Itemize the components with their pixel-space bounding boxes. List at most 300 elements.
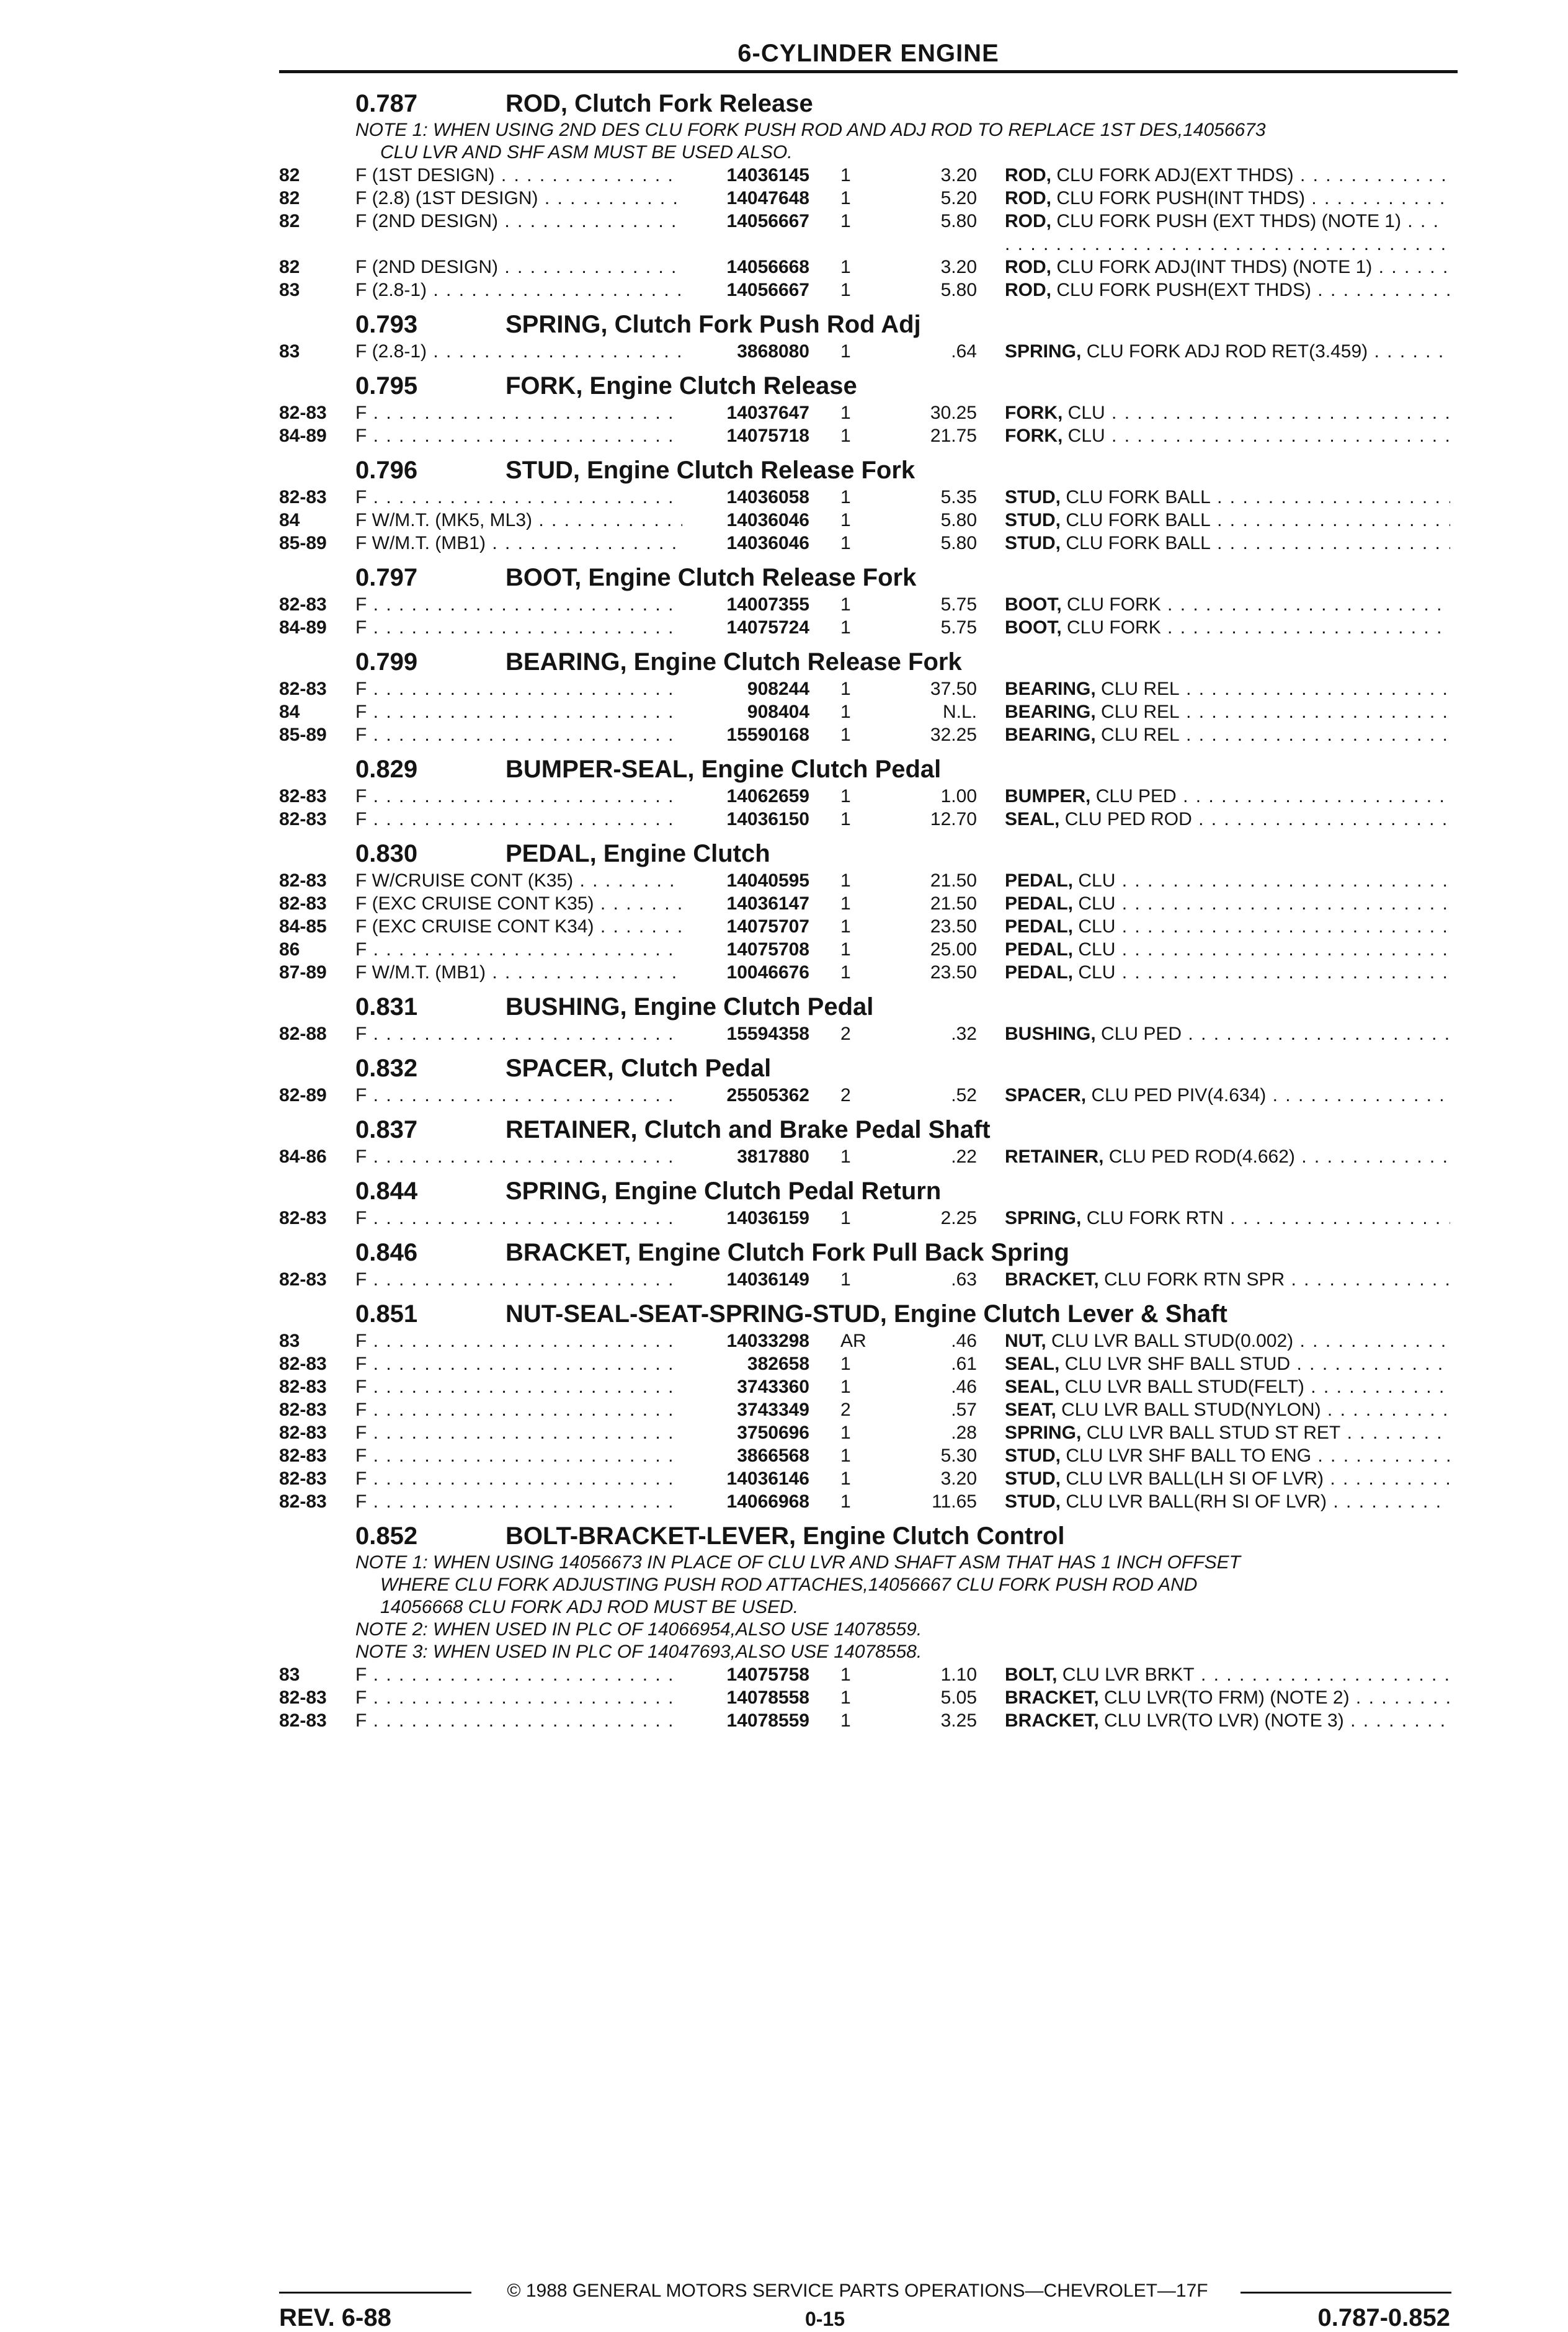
source-code: F W/M.T. (MK5, ML3) . . .: [355, 509, 682, 532]
part-description: [1005, 279, 1450, 302]
part-name: STUD,: [1005, 487, 1061, 507]
model-year: 87-89: [279, 962, 327, 983]
part-detail: CLU PED: [1101, 1024, 1182, 1044]
part-detail: CLU FORK PUSH(INT THDS): [1056, 188, 1305, 208]
part-number: 14036046: [726, 533, 809, 553]
part-row: [0, 1467, 1568, 1490]
section-header: [0, 363, 1568, 401]
part-number: 14075718: [726, 426, 809, 446]
part-name: STUD,: [1005, 533, 1061, 553]
part-number: 14056667: [726, 280, 809, 300]
part-description: [1005, 532, 1450, 555]
model-year: 82-89: [279, 1085, 327, 1106]
part-name: BOLT,: [1005, 1664, 1058, 1685]
part-detail: CLU: [1078, 916, 1116, 937]
part-row: [0, 1084, 1568, 1107]
part-description: [1005, 1398, 1450, 1421]
quantity: 2: [840, 1400, 851, 1420]
price: 3.20: [940, 257, 977, 277]
part-detail: CLU FORK RTN: [1086, 1208, 1224, 1228]
part-detail: CLU: [1067, 403, 1105, 423]
quantity: 1: [840, 510, 851, 530]
part-description: [1005, 961, 1450, 984]
part-detail: CLU FORK ADJ ROD RET(3.459): [1086, 341, 1368, 362]
quantity: 1: [840, 809, 851, 829]
part-detail: CLU FORK RTN SPR: [1104, 1269, 1285, 1290]
part-name: SPRING,: [1005, 341, 1082, 362]
part-description: [1005, 1352, 1450, 1375]
part-row: [0, 1686, 1568, 1709]
source-code: F W/CRUISE CONT (K35) . . .: [355, 869, 682, 892]
model-year: 82: [279, 257, 300, 277]
price: 12.70: [930, 809, 977, 829]
model-year: 82: [279, 188, 300, 208]
quantity: 1: [840, 1710, 851, 1731]
part-name: PEDAL,: [1005, 916, 1074, 937]
part-number: 14040595: [726, 870, 809, 891]
part-number: 14075724: [726, 617, 809, 638]
part-description: [1005, 808, 1450, 831]
part-description: [1005, 164, 1450, 187]
price: .46: [951, 1377, 977, 1397]
part-name: BUSHING,: [1005, 1024, 1096, 1044]
part-description: [1005, 256, 1450, 279]
part-description: [1005, 1268, 1450, 1291]
part-number: 14037647: [726, 403, 809, 423]
part-detail: CLU LVR BALL STUD(0.002): [1051, 1331, 1294, 1351]
price: 5.80: [940, 533, 977, 553]
model-year: 86: [279, 939, 300, 960]
part-name: STUD,: [1005, 510, 1061, 530]
source-code: F . . .: [355, 1444, 682, 1467]
section-note: NOTE 2: WHEN USED IN PLC OF 14066954,ALSO USE 14078559.: [355, 1619, 922, 1640]
part-description: [1005, 210, 1450, 256]
section-number: 0.793: [355, 311, 418, 338]
part-detail: CLU FORK BALL: [1066, 533, 1211, 553]
part-name: FORK,: [1005, 403, 1063, 423]
part-row: [0, 509, 1568, 532]
footer-rule-right: [1241, 2292, 1451, 2294]
quantity: 1: [840, 1468, 851, 1489]
model-year: 82-83: [279, 1423, 327, 1443]
part-detail: CLU LVR BALL STUD(NYLON): [1061, 1400, 1321, 1420]
section-title: PEDAL, Engine Clutch: [506, 840, 770, 867]
price: .52: [951, 1085, 977, 1106]
model-year: 83: [279, 280, 300, 300]
part-name: PEDAL,: [1005, 870, 1074, 891]
model-year: 84-89: [279, 617, 327, 638]
part-detail: CLU REL: [1101, 679, 1180, 699]
part-description: [1005, 1421, 1450, 1444]
section-header: [0, 746, 1568, 785]
quantity: 1: [840, 1491, 851, 1512]
price: .64: [951, 341, 977, 362]
section-header: [0, 447, 1568, 486]
part-row: [0, 486, 1568, 509]
price: .46: [951, 1331, 977, 1351]
part-row: [0, 1444, 1568, 1467]
part-detail: CLU PED PIV(4.634): [1091, 1085, 1267, 1106]
part-detail: CLU LVR(TO LVR) (NOTE 3): [1104, 1710, 1344, 1731]
section-title: BOOT, Engine Clutch Release Fork: [506, 564, 917, 591]
part-description: [1005, 700, 1450, 723]
part-number: 14036145: [726, 165, 809, 185]
part-row: [0, 340, 1568, 363]
part-description: [1005, 677, 1450, 700]
part-name: FORK,: [1005, 426, 1063, 446]
section-number: 0.830: [355, 840, 418, 867]
section-range: 0.787-0.852: [1317, 2304, 1450, 2331]
part-description: [1005, 785, 1450, 808]
section-number: 0.799: [355, 648, 418, 676]
model-year: 84-86: [279, 1146, 327, 1167]
copyright-notice: © 1988 GENERAL MOTORS SERVICE PARTS OPERATIONS—CHEVROLET—17F: [507, 2281, 1208, 2301]
model-year: 82-83: [279, 1400, 327, 1420]
part-row: [0, 616, 1568, 639]
source-code: F . . .: [355, 1398, 682, 1421]
part-description: [1005, 1686, 1450, 1709]
price: 5.05: [940, 1687, 977, 1708]
section-title: BOLT-BRACKET-LEVER, Engine Clutch Control: [506, 1522, 1065, 1550]
section-header: [0, 1168, 1568, 1207]
source-code: F W/M.T. (MB1) . . .: [355, 532, 682, 555]
model-year: 82-83: [279, 1354, 327, 1374]
part-detail: CLU REL: [1101, 702, 1180, 722]
part-description: [1005, 401, 1450, 424]
part-detail: CLU FORK PUSH (EXT THDS) (NOTE 1): [1056, 211, 1401, 231]
model-year: 85-89: [279, 533, 327, 553]
part-detail: CLU: [1078, 893, 1116, 914]
quantity: 1: [840, 341, 851, 362]
source-code: F . . .: [355, 1329, 682, 1352]
parts-list: [0, 81, 1568, 1732]
part-row: [0, 961, 1568, 984]
section-title: BEARING, Engine Clutch Release Fork: [506, 648, 962, 676]
part-number: 14036058: [726, 487, 809, 507]
part-name: STUD,: [1005, 1491, 1061, 1512]
part-row: [0, 532, 1568, 555]
model-year: 82-83: [279, 1710, 327, 1731]
part-number: 14036147: [726, 893, 809, 914]
part-name: ROD,: [1005, 165, 1051, 185]
quantity: 1: [840, 617, 851, 638]
section-number: 0.795: [355, 372, 418, 400]
part-detail: CLU LVR SHF BALL STUD: [1064, 1354, 1291, 1374]
model-year: 84: [279, 510, 300, 530]
part-number: 3750696: [737, 1423, 809, 1443]
source-code: F . . .: [355, 723, 682, 746]
quantity: 1: [840, 1269, 851, 1290]
price: 2.25: [940, 1208, 977, 1228]
part-name: ROD,: [1005, 280, 1051, 300]
part-description: [1005, 1145, 1450, 1168]
part-row: [0, 1663, 1568, 1686]
part-name: ROD,: [1005, 211, 1051, 231]
part-row: [0, 424, 1568, 447]
part-number: 908244: [747, 679, 809, 699]
model-year: 84-85: [279, 916, 327, 937]
source-code: F (2.8) (1ST DESIGN) . . .: [355, 187, 682, 210]
part-number: 10046676: [726, 962, 809, 983]
part-row: [0, 723, 1568, 746]
part-description: [1005, 1490, 1450, 1513]
model-year: 83: [279, 1331, 300, 1351]
section-title: BUSHING, Engine Clutch Pedal: [506, 993, 874, 1021]
source-code: F . . .: [355, 401, 682, 424]
part-row: [0, 1398, 1568, 1421]
price: 3.25: [940, 1710, 977, 1731]
part-detail: CLU FORK: [1067, 594, 1161, 615]
source-code: F (EXC CRUISE CONT K35) . . .: [355, 892, 682, 915]
part-detail: CLU FORK ADJ(EXT THDS): [1056, 165, 1294, 185]
section-title: RETAINER, Clutch and Brake Pedal Shaft: [506, 1116, 991, 1143]
quantity: 1: [840, 403, 851, 423]
quantity: 1: [840, 487, 851, 507]
part-name: STUD,: [1005, 1445, 1061, 1466]
model-year: 82-83: [279, 594, 327, 615]
part-description: [1005, 486, 1450, 509]
quantity: 1: [840, 870, 851, 891]
price: 11.65: [932, 1491, 977, 1512]
price: 3.20: [940, 165, 977, 185]
section-header: [0, 81, 1568, 119]
section-header: [0, 1291, 1568, 1329]
part-row: [0, 401, 1568, 424]
part-description: [1005, 1444, 1450, 1467]
price: .32: [951, 1024, 977, 1044]
part-row: [0, 677, 1568, 700]
source-code: F . . .: [355, 1686, 682, 1709]
price: 21.50: [930, 870, 977, 891]
section-number: 0.852: [355, 1522, 418, 1550]
source-code: F . . .: [355, 1207, 682, 1230]
section-number: 0.796: [355, 457, 418, 484]
part-number: 908404: [747, 702, 809, 722]
part-row: [0, 1375, 1568, 1398]
part-description: [1005, 340, 1450, 363]
source-code: F . . .: [355, 1375, 682, 1398]
part-description: [1005, 1084, 1450, 1107]
part-detail: CLU FORK BALL: [1066, 487, 1211, 507]
source-code: F . . .: [355, 1467, 682, 1490]
part-name: BRACKET,: [1005, 1269, 1099, 1290]
section-number: 0.846: [355, 1239, 418, 1266]
part-detail: CLU: [1067, 426, 1105, 446]
part-number: 15594358: [726, 1024, 809, 1044]
section-note: NOTE 3: WHEN USED IN PLC OF 14047693,ALSO USE 14078558.: [355, 1642, 922, 1662]
part-number: 3743360: [737, 1377, 809, 1397]
quantity: 1: [840, 962, 851, 983]
price: 5.75: [940, 617, 977, 638]
model-year: 82-83: [279, 1445, 327, 1466]
model-year: 82-83: [279, 1491, 327, 1512]
quantity: 1: [840, 916, 851, 937]
part-row: [0, 1490, 1568, 1513]
source-code: F (2.8-1) . . .: [355, 340, 682, 363]
price: 21.75: [930, 426, 977, 446]
part-number: 25505362: [726, 1085, 809, 1106]
price: 5.80: [940, 211, 977, 231]
source-code: F (EXC CRUISE CONT K34) . . .: [355, 915, 682, 938]
price: 37.50: [930, 679, 977, 699]
source-code: F . . .: [355, 424, 682, 447]
section-header: [0, 555, 1568, 593]
section-number: 0.797: [355, 564, 418, 591]
quantity: 1: [840, 939, 851, 960]
quantity: 1: [840, 786, 851, 806]
section-header: [0, 639, 1568, 677]
part-number: 14036046: [726, 510, 809, 530]
footer-rule-left: [279, 2292, 471, 2294]
price: 25.00: [930, 939, 977, 960]
quantity: 1: [840, 280, 851, 300]
price: N.L.: [942, 702, 977, 722]
part-detail: CLU LVR BALL(LH SI OF LVR): [1066, 1468, 1324, 1489]
part-number: 14075758: [726, 1664, 809, 1685]
quantity: 1: [840, 257, 851, 277]
part-row: [0, 1207, 1568, 1230]
part-row: [0, 938, 1568, 961]
quantity: 2: [840, 1085, 851, 1106]
model-year: 82-88: [279, 1024, 327, 1044]
part-row: [0, 593, 1568, 616]
source-code: F . . .: [355, 1421, 682, 1444]
part-row: [0, 785, 1568, 808]
source-code: F . . .: [355, 785, 682, 808]
part-name: BEARING,: [1005, 702, 1096, 722]
revision-label: REV. 6-88: [279, 2304, 391, 2331]
part-number: 14036150: [726, 809, 809, 829]
part-detail: CLU REL: [1101, 725, 1180, 745]
part-number: 14075707: [726, 916, 809, 937]
source-code: F . . .: [355, 1352, 682, 1375]
part-number: 382658: [747, 1354, 809, 1374]
source-code: F . . .: [355, 486, 682, 509]
section-header: [0, 1230, 1568, 1268]
price: .28: [951, 1423, 977, 1443]
part-description: [1005, 616, 1450, 639]
part-number: 14056668: [726, 257, 809, 277]
quantity: 1: [840, 533, 851, 553]
part-detail: CLU: [1078, 962, 1116, 983]
price: .61: [951, 1354, 977, 1374]
part-number: 3817880: [737, 1146, 809, 1167]
part-detail: CLU LVR BALL(RH SI OF LVR): [1066, 1491, 1327, 1512]
section-header: [0, 1107, 1568, 1145]
part-name: SEAT,: [1005, 1400, 1056, 1420]
part-name: SPRING,: [1005, 1208, 1082, 1228]
part-number: 3743349: [737, 1400, 809, 1420]
model-year: 82-83: [279, 487, 327, 507]
part-detail: CLU FORK BALL: [1066, 510, 1211, 530]
part-row: [0, 187, 1568, 210]
price: 1.00: [940, 786, 977, 806]
model-year: 82-83: [279, 1377, 327, 1397]
quantity: 1: [840, 725, 851, 745]
section-header: [0, 1513, 1568, 1552]
model-year: 82-83: [279, 893, 327, 914]
section-number: 0.844: [355, 1177, 418, 1205]
page-title: 6-CYLINDER ENGINE: [737, 40, 999, 67]
section-number: 0.829: [355, 756, 418, 783]
model-year: 82-83: [279, 1269, 327, 1290]
part-detail: CLU LVR BRKT: [1062, 1664, 1195, 1685]
quantity: 1: [840, 1445, 851, 1466]
section-header: [0, 984, 1568, 1022]
section-title: NUT-SEAL-SEAT-SPRING-STUD, Engine Clutch Lever & Shaft: [506, 1300, 1227, 1328]
part-name: ROD,: [1005, 188, 1051, 208]
price: 23.50: [930, 962, 977, 983]
header-rule: [279, 70, 1458, 73]
section-header: [0, 1045, 1568, 1084]
price: 5.80: [940, 280, 977, 300]
part-row: [0, 1022, 1568, 1045]
part-number: 14036159: [726, 1208, 809, 1228]
part-detail: CLU FORK: [1067, 617, 1161, 638]
model-year: 82-83: [279, 870, 327, 891]
part-detail: CLU: [1078, 939, 1116, 960]
model-year: 82-83: [279, 1208, 327, 1228]
quantity: 1: [840, 1687, 851, 1708]
part-number: 14062659: [726, 786, 809, 806]
part-name: SPRING,: [1005, 1423, 1082, 1443]
source-code: F . . .: [355, 1084, 682, 1107]
section-header: [0, 831, 1568, 869]
price: 5.75: [940, 594, 977, 615]
quantity: AR: [840, 1331, 866, 1351]
part-row: [0, 892, 1568, 915]
price: 5.80: [940, 510, 977, 530]
price: .57: [951, 1400, 977, 1420]
price: .63: [951, 1269, 977, 1290]
part-number: 14056667: [726, 211, 809, 231]
part-detail: CLU: [1078, 870, 1116, 891]
part-name: SEAL,: [1005, 809, 1060, 829]
part-number: 14047648: [726, 188, 809, 208]
section-title: ROD, Clutch Fork Release: [506, 90, 813, 117]
part-name: PEDAL,: [1005, 939, 1074, 960]
source-code: F . . .: [355, 938, 682, 961]
part-name: SPACER,: [1005, 1085, 1087, 1106]
part-row: [0, 869, 1568, 892]
part-name: STUD,: [1005, 1468, 1061, 1489]
part-row: [0, 256, 1568, 279]
part-row: [0, 279, 1568, 302]
part-number: 14007355: [726, 594, 809, 615]
part-row: [0, 1268, 1568, 1291]
quantity: 1: [840, 1664, 851, 1685]
section-number: 0.787: [355, 90, 418, 117]
section-number: 0.837: [355, 1116, 418, 1143]
part-row: [0, 164, 1568, 187]
source-code: F . . .: [355, 677, 682, 700]
quantity: 2: [840, 1024, 851, 1044]
part-name: ROD,: [1005, 257, 1051, 277]
part-description: [1005, 1329, 1450, 1352]
part-description: [1005, 509, 1450, 532]
part-number: 3866568: [737, 1445, 809, 1466]
part-name: SEAL,: [1005, 1354, 1060, 1374]
model-year: 82-83: [279, 403, 327, 423]
part-row: [0, 1421, 1568, 1444]
model-year: 84-89: [279, 426, 327, 446]
model-year: 82-83: [279, 1687, 327, 1708]
quantity: 1: [840, 1423, 851, 1443]
part-description: [1005, 723, 1450, 746]
part-detail: CLU LVR(TO FRM) (NOTE 2): [1104, 1687, 1350, 1708]
section-title: FORK, Engine Clutch Release: [506, 372, 857, 400]
source-code: F W/M.T. (MB1) . . .: [355, 961, 682, 984]
